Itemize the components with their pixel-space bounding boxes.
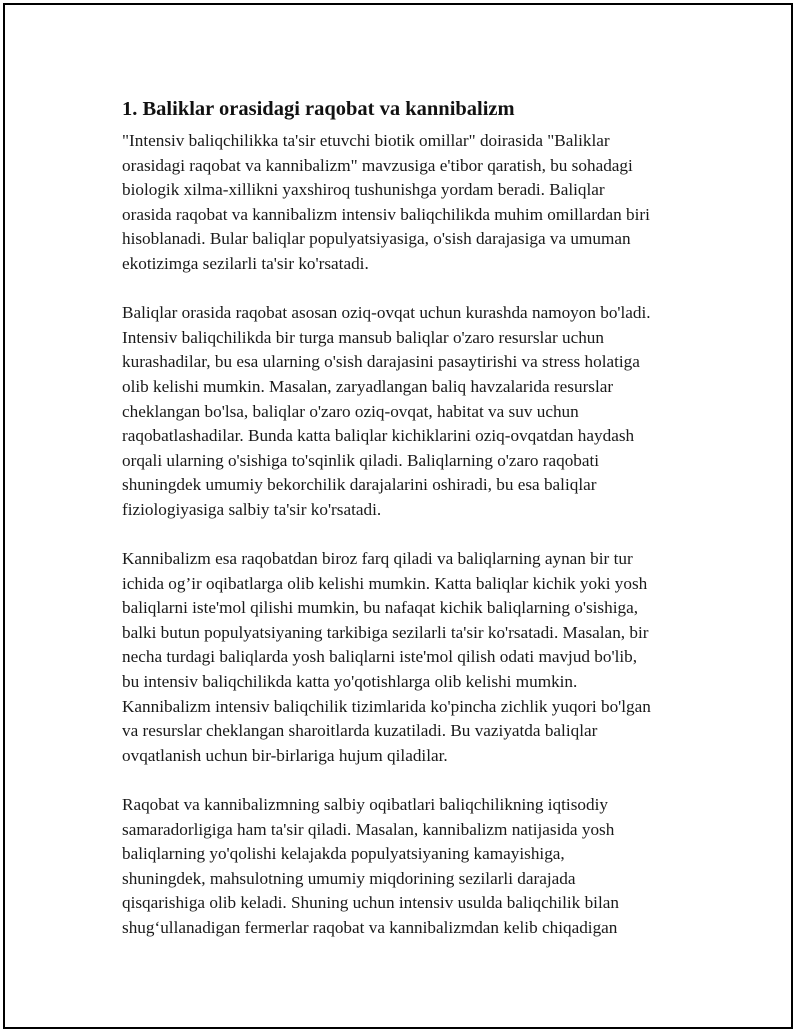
document-page bbox=[3, 3, 793, 1029]
document-body bbox=[120, 95, 700, 965]
paragraph-consequences: Raqobat va kannibalizmning salbiy oqibatlari baliqchilikning iqtisodiy samaradorligiga ham ta'sir qiladi. Masalan, kannibalizm natijasida yosh baliqlarning yo'qolishi kelajakda populyatsiyaning kamayishiga, shuningdek, mahsulotning umumiy miqdorining sezilarli darajada qisqarishiga olib keladi. Shuning uchun intensiv usulda baliqchilik bilan shug‘ullanadigan fermerlar raqobat va kannibalizmdan kelib chiqadigan bbox=[122, 795, 619, 937]
paragraph-competition: Baliqlar orasida raqobat asosan oziq-ovqat uchun kurashda namoyon bo'ladi. Intensiv baliqchilikda bir turga mansub baliqlar o'zaro resurslar uchun kurashadilar, bu esa ularning o'sish darajasini pasaytirishi va stress holatiga olib kelishi mumkin. Masalan, zaryadlangan baliq havzalarida resurslar cheklangan bo'lsa, baliqlar o'zaro oziq-ovqat, habitat va suv uchun raqobatlashadilar. Bunda katta baliqlar kichiklarini oziq-ovqatdan haydash orqali ularning o'sishiga to'sqinlik qiladi. Baliqlarning o'zaro raqobati shuningdek umumiy bekorchilik darajalarini oshiradi, bu esa baliqlar fiziologiyasiga salbiy ta'sir ko'rsatadi. bbox=[122, 303, 651, 519]
section-heading: 1. Baliklar orasidagi raqobat va kannibalizm bbox=[122, 98, 515, 120]
paragraph-intro: "Intensiv baliqchilikka ta'sir etuvchi biotik omillar" doirasida "Baliklar orasidagi raqobat va kannibalizm" mavzusiga e'tibor qaratish, bu sohadagi biologik xilma-xillikni yaxshiroq tushunishga yordam beradi. Baliqlar orasida raqobat va kannibalizm intensiv baliqchilikda muhim omillardan biri hisoblanadi. Bular baliqlar populyatsiyasiga, o'sish darajasiga va umuman ekotizimga sezilarli ta'sir ko'rsatadi. bbox=[122, 131, 650, 273]
paragraph-cannibalism: Kannibalizm esa raqobatdan biroz farq qiladi va baliqlarning aynan bir tur ichida og’ir oqibatlarga olib kelishi mumkin. Katta baliqlar kichik yoki yosh baliqlarni iste'mol qilishi mumkin, bu nafaqat kichik baliqlarning o'sishiga, balki butun populyatsiyaning tarkibiga sezilarli ta'sir ko'rsatadi. Masalan, bir necha turdagi baliqlarda yosh baliqlarni iste'mol qilish odati mavjud bo'lib, bu intensiv baliqchilikda katta yo'qotishlarga olib kelishi mumkin. Kannibalizm intensiv baliqchilik tizimlarida ko'pincha zichlik yuqori bo'lgan va resurslar cheklangan sharoitlarda kuzatiladi. Bu vaziyatda baliqlar ovqatlanish uchun bir-birlariga hujum qiladilar. bbox=[122, 549, 651, 765]
